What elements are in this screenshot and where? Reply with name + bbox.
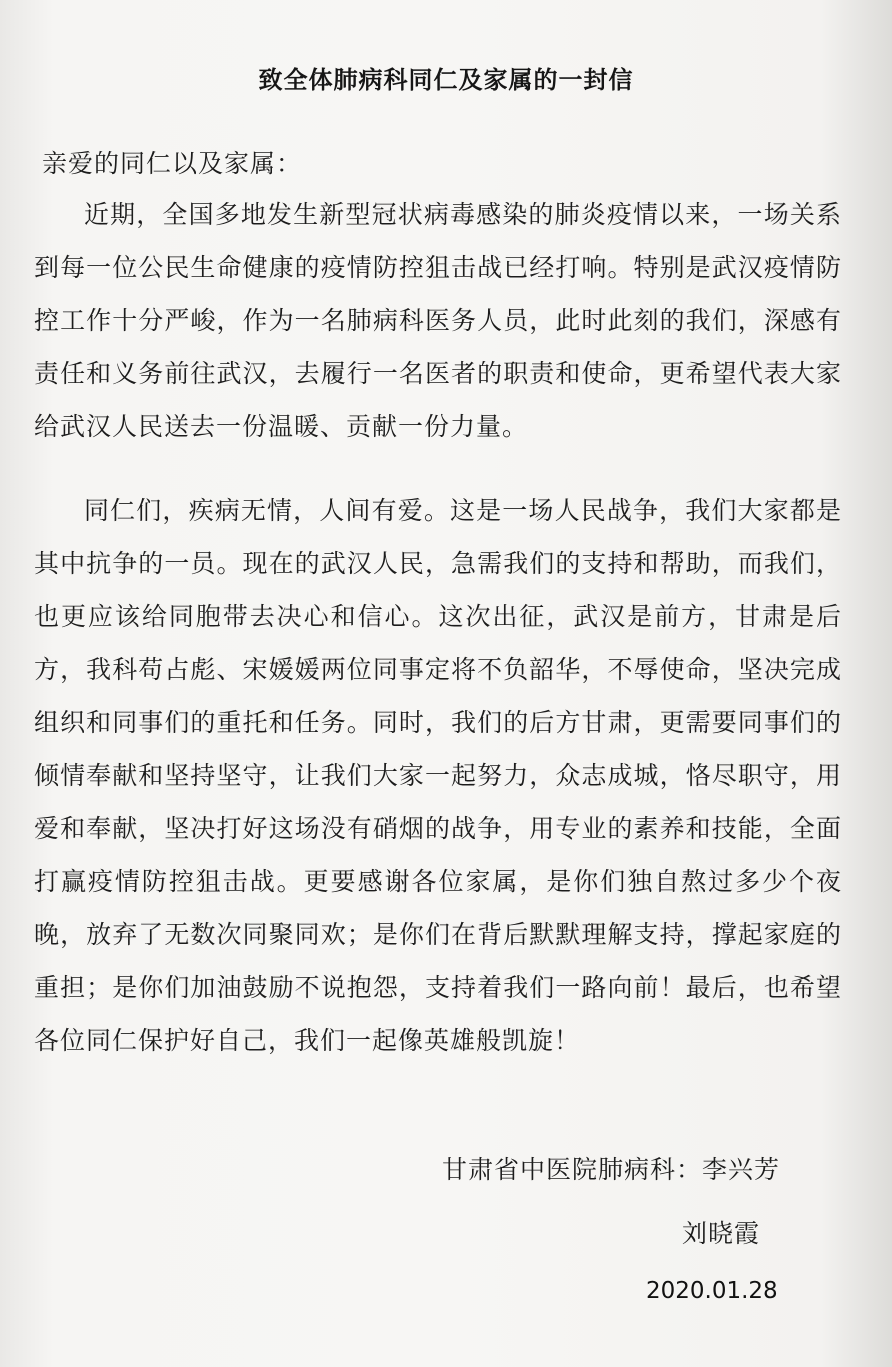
paragraph-1: 近期，全国多地发生新型冠状病毒感染的肺炎疫情以来，一场关系到每一位公民生命健康的疫情防控狙击战已经打响。特别是武汉疫情防控工作十分严峻，作为一名肺病科医务人员，此时此刻的我们，深感有责任和义务前往武汉，去履行一名医者的职责和使命，更希望代表大家给武汉人民送去一份温暖、贡献一份力量。 [34,200,842,441]
letter-title: 致全体肺病科同仁及家属的一封信 [258,66,634,94]
letter-salutation: 亲爱的同仁以及家属： [42,149,303,178]
signature-second-name: 刘晓霞 [682,1219,761,1248]
letter-date: 2020.01.28 [646,1278,778,1304]
paragraph-2: 同仁们，疾病无情，人间有爱。这是一场人民战争，我们大家都是其中抗争的一员。现在的武汉人民，急需我们的支持和帮助，而我们，也更应该给同胞带去决心和信心。这次出征，武汉是前方，甘肃是后方，我科苟占彪、宋媛媛两位同事定将不负韶华，不辱使命，坚决完成组织和同事们的重托和任务。同时，我们的后方甘肃，更需要同事们的倾情奉献和坚持坚守，让我们大家一起努力，众志成城，恪尽职守，用爱和奉献，坚决打好这场没有硝烟的战争，用专业的素养和技能，全面打赢疫情防控狙击战。更要感谢各位家属，是你们独自熬过多少个夜晚，放弃了无数次同聚同欢；是你们在背后默默理解支持，撑起家庭的重担；是你们加油鼓励不说抱怨，支持着我们一路向前！最后，也希望各位同仁保护好自己，我们一起像英雄般凯旋！ [34,496,842,1055]
signature-department: 甘肃省中医院肺病科：李兴芳 [442,1155,781,1184]
